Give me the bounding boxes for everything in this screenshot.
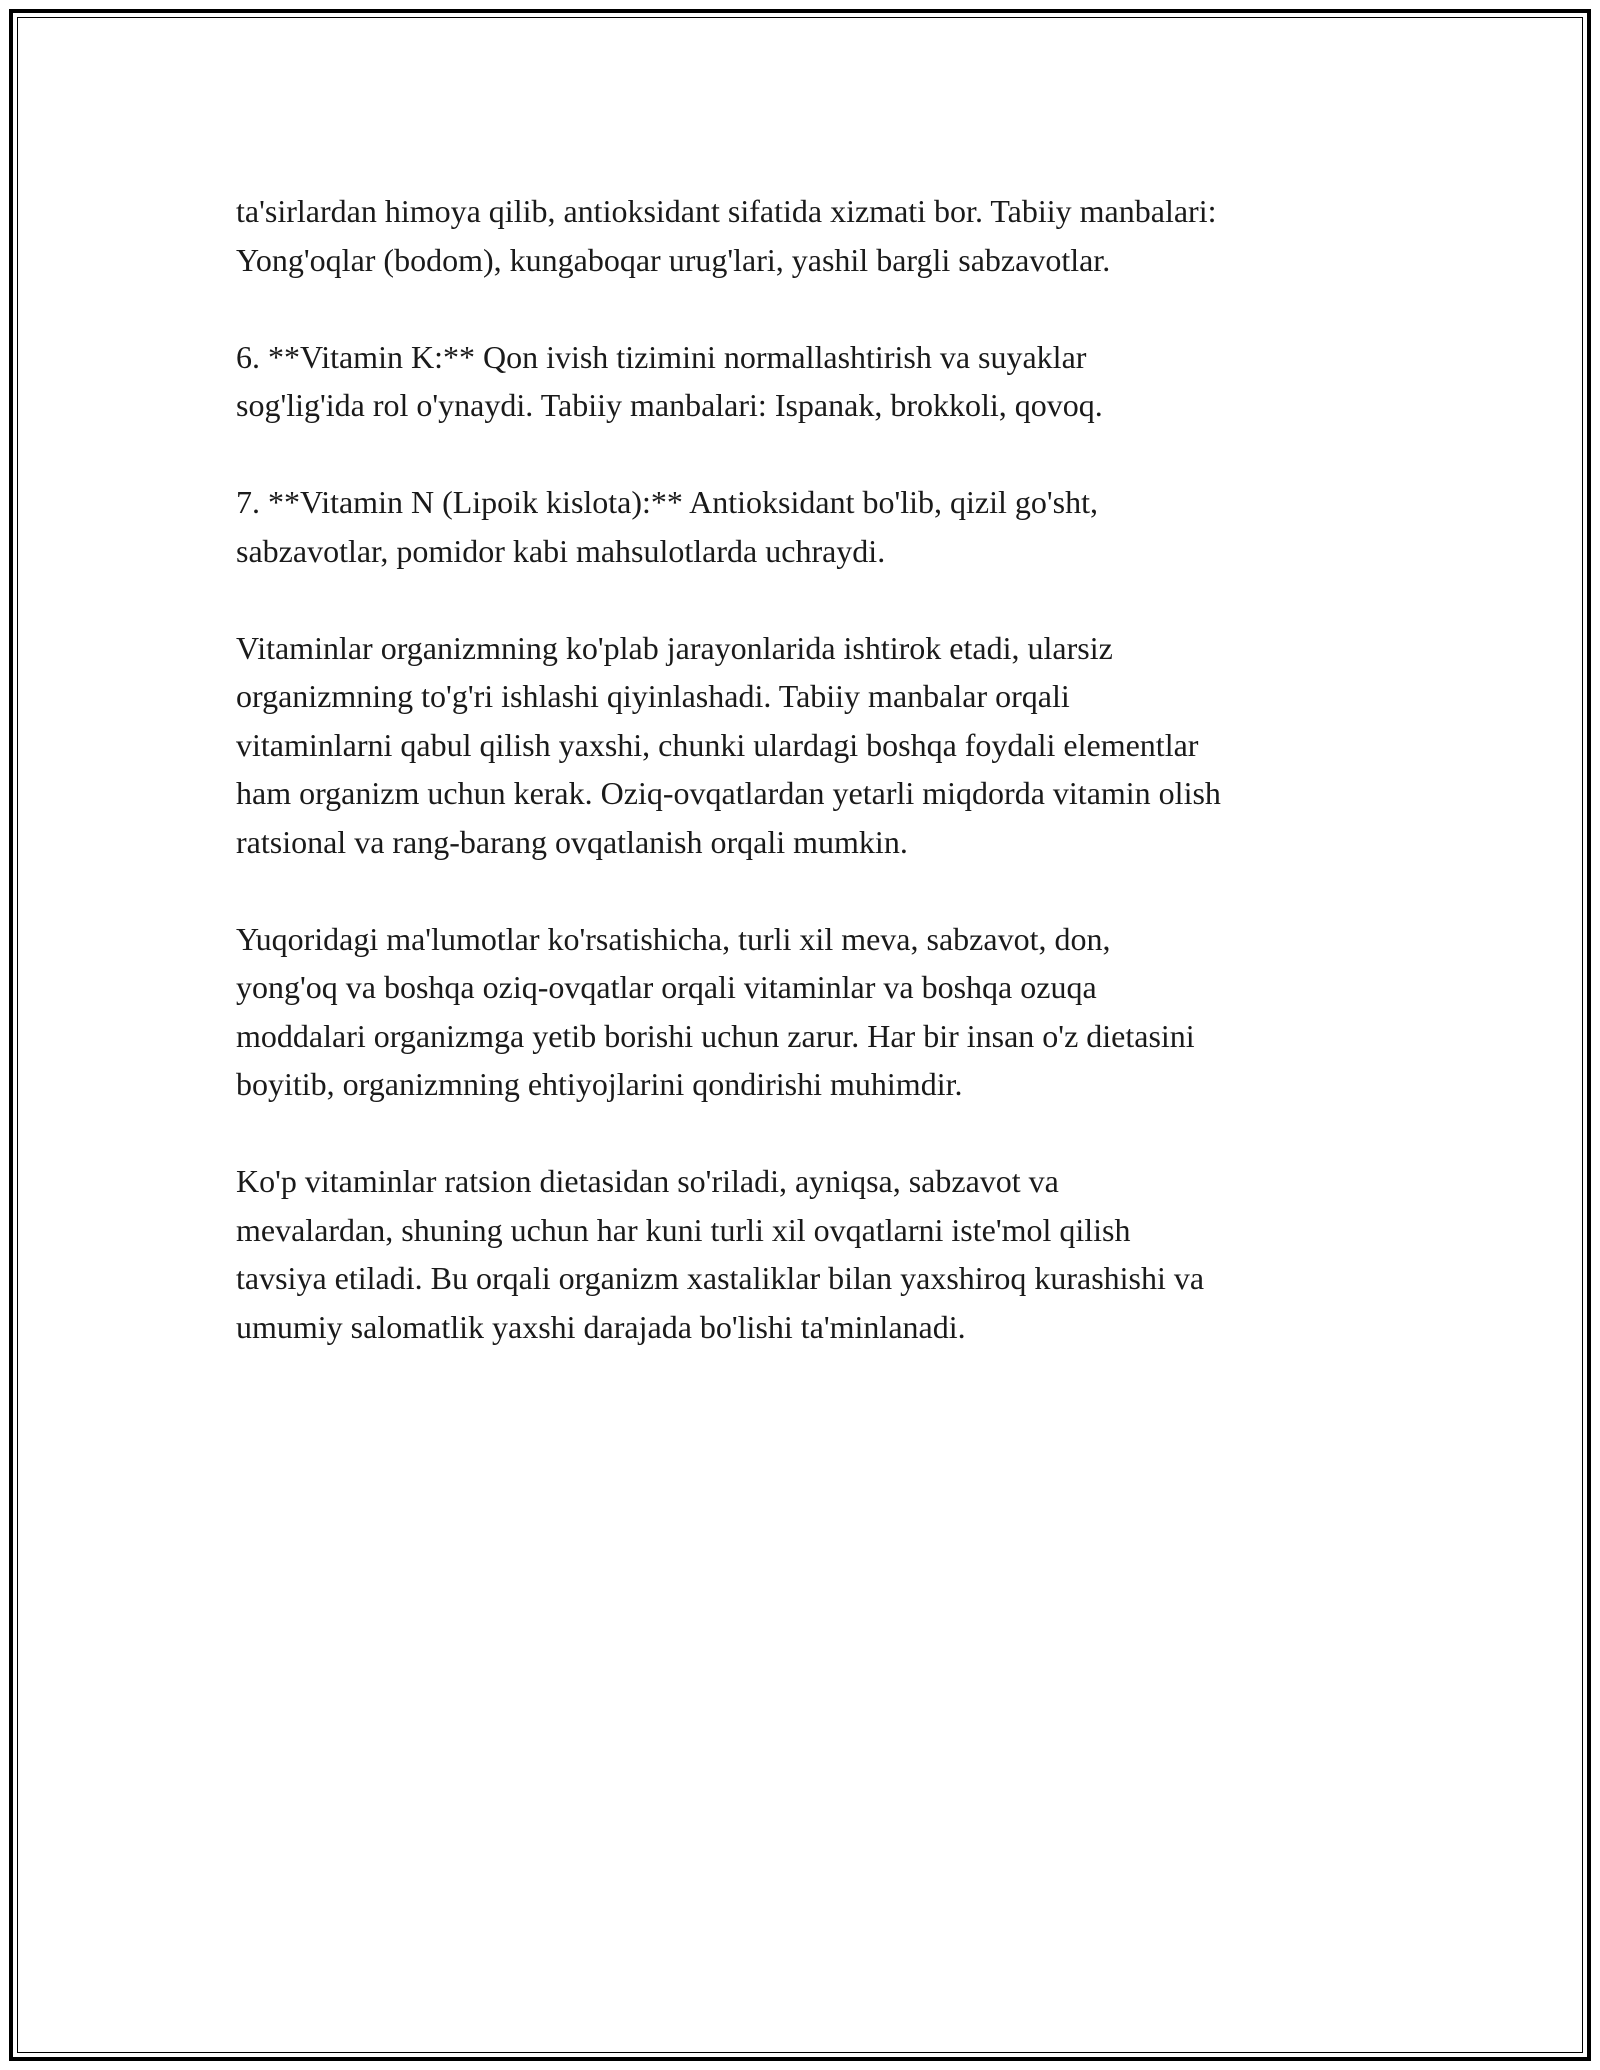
text-line: umumiy salomatlik yaxshi darajada bo'lishi ta'minlanadi. [236, 1308, 966, 1345]
text-line: organizmning to'g'ri ishlashi qiyinlashadi. Tabiiy manbalar orqali [236, 678, 1070, 714]
paragraph-vitamin-k [236, 333, 1376, 430]
text-line: 6. **Vitamin K:** Qon ivish tizimini normallashtirish va suyaklar [236, 338, 1087, 375]
text-line: ham organizm uchun kerak. Oziq-ovqatlardan yetarli miqdorda vitamin olish [236, 775, 1221, 811]
text-line: ratsional va rang-barang ovqatlanish orqali mumkin. [236, 823, 908, 860]
text-line: Ko'p vitaminlar ratsion dietasidan so'riladi, ayniqsa, sabzavot va [236, 1163, 1059, 1199]
paragraph-conclusion [236, 1157, 1376, 1351]
text-line: tavsiya etiladi. Bu orqali organizm xastaliklar bilan yaxshiroq kurashishi va [236, 1260, 1205, 1296]
text-line: Yuqoridagi ma'lumotlar ko'rsatishicha, turli xil meva, sabzavot, don, [236, 920, 1111, 957]
text-line: 7. **Vitamin N (Lipoik kislota):** Antioksidant bo'lib, qizil go'sht, [236, 484, 1099, 520]
text-line: vitaminlarni qabul qilish yaxshi, chunki ulardagi boshqa foydali elementlar [236, 726, 1199, 763]
text-line: sabzavotlar, pomidor kabi mahsulotlarda uchraydi. [236, 532, 886, 569]
paragraph-food-sources [236, 915, 1376, 1109]
text-line: sog'lig'ida rol o'ynaydi. Tabiiy manbalari: Ispanak, brokkoli, qovoq. [236, 387, 1103, 423]
paragraph-vitamin-e-continued [236, 187, 1376, 284]
paragraph-vitamins-summary [236, 624, 1376, 867]
text-line: Yong'oqlar (bodom), kungaboqar urug'lari, yashil bargli sabzavotlar. [236, 241, 1111, 278]
text-line: moddalari organizmga yetib borishi uchun zarur. Har bir insan o'z dietasini [236, 1017, 1195, 1054]
text-line: boyitib, organizmning ehtiyojlarini qondirishi muhimdir. [236, 1066, 963, 1102]
text-line: Vitaminlar organizmning ko'plab jarayonlarida ishtirok etadi, ularsiz [236, 629, 1113, 666]
paragraph-vitamin-n [236, 478, 1376, 575]
text-line: ta'sirlardan himoya qilib, antioksidant sifatida xizmati bor. Tabiiy manbalari: [236, 193, 1217, 229]
text-line: yong'oq va boshqa oziq-ovqatlar orqali vitaminlar va boshqa ozuqa [236, 969, 1097, 1005]
document-body [236, 187, 1376, 1400]
text-line: mevalardan, shuning uchun har kuni turli xil ovqatlarni iste'mol qilish [236, 1211, 1131, 1248]
